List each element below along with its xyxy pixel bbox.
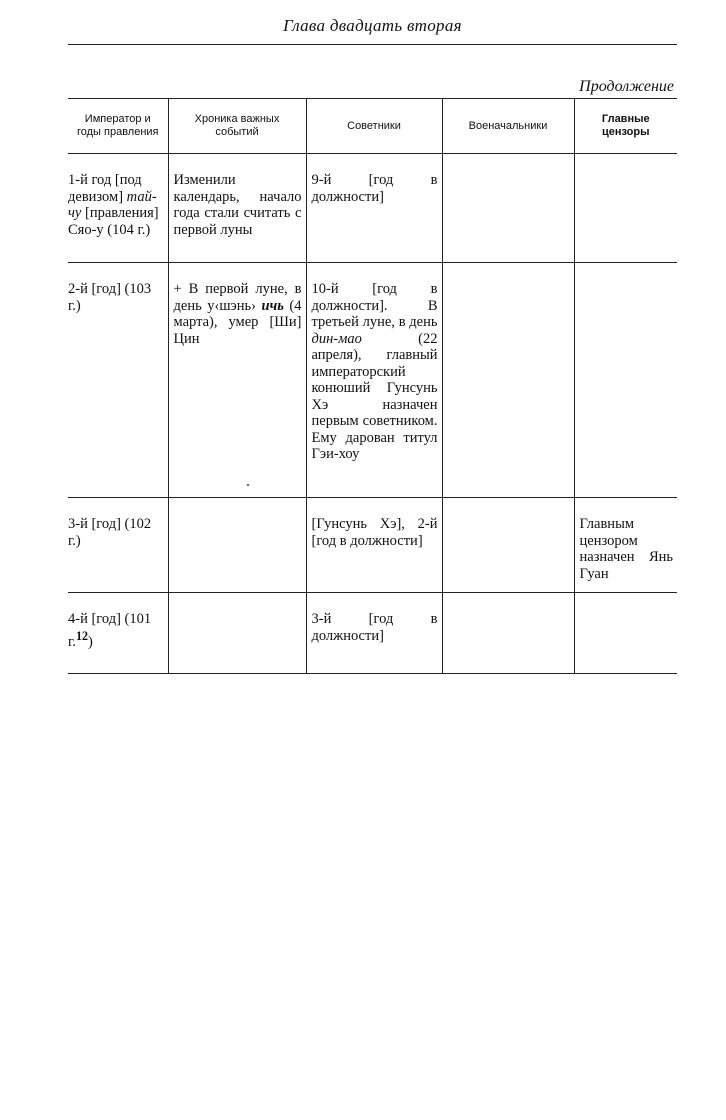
cell-generals bbox=[442, 263, 574, 498]
chronology-table-wrap bbox=[68, 98, 677, 674]
cell-year: 3-й [год] (102 г.) bbox=[68, 498, 168, 593]
cell-censors bbox=[574, 593, 677, 674]
print-speck bbox=[247, 484, 249, 486]
cell-generals bbox=[442, 498, 574, 593]
cell-year: 4-й [год] (101 г.$^{12}$) bbox=[68, 593, 168, 674]
header-generals: Военачальники bbox=[442, 99, 574, 154]
cell-year: 2-й [год] (103 г.) bbox=[68, 263, 168, 498]
cell-censors bbox=[574, 263, 677, 498]
table-row bbox=[68, 498, 677, 593]
header-rule bbox=[68, 44, 677, 45]
table-row bbox=[68, 263, 677, 498]
header-censors: Главные цензоры bbox=[574, 99, 677, 154]
header-events: Хроника важных событий bbox=[168, 99, 306, 154]
cell-generals bbox=[442, 154, 574, 263]
cell-generals bbox=[442, 593, 574, 674]
cell-year: 1-й год [под девизом] тай-чу [правления] Сяо-у (104 г.) bbox=[68, 154, 168, 263]
cell-advisors: 10-й [год в должности]. В третьей луне, в день дин-мао (22 апреля), главный императорский конюший Гунсунь Хэ назначен первым советником. Ему дарован титул Гэи-хоу bbox=[306, 263, 442, 498]
table-row bbox=[68, 593, 677, 674]
cell-censors: Главным цензором назначен Янь Гуан bbox=[574, 498, 677, 593]
cell-advisors: 3-й [год в должности] bbox=[306, 593, 442, 674]
continuation-label: Продолжение bbox=[579, 78, 674, 95]
table-header-row bbox=[68, 99, 677, 154]
chronology-table bbox=[68, 98, 677, 674]
header-advisors: Советники bbox=[306, 99, 442, 154]
table-row bbox=[68, 154, 677, 263]
header-emperor: Император и годы правления bbox=[68, 99, 168, 154]
page-header: Глава двадцать вторая bbox=[283, 16, 462, 35]
cell-events: + В первой луне, в день у‹шэнь› ичь (4 марта), умер [Ши] Цин bbox=[168, 263, 306, 498]
cell-censors bbox=[574, 154, 677, 263]
cell-advisors: [Гунсунь Хэ], 2-й [год в должности] bbox=[306, 498, 442, 593]
cell-events: Изменили календарь, начало года стали считать с первой луны bbox=[168, 154, 306, 263]
cell-events bbox=[168, 593, 306, 674]
cell-advisors: 9-й [год в должности] bbox=[306, 154, 442, 263]
cell-events bbox=[168, 498, 306, 593]
